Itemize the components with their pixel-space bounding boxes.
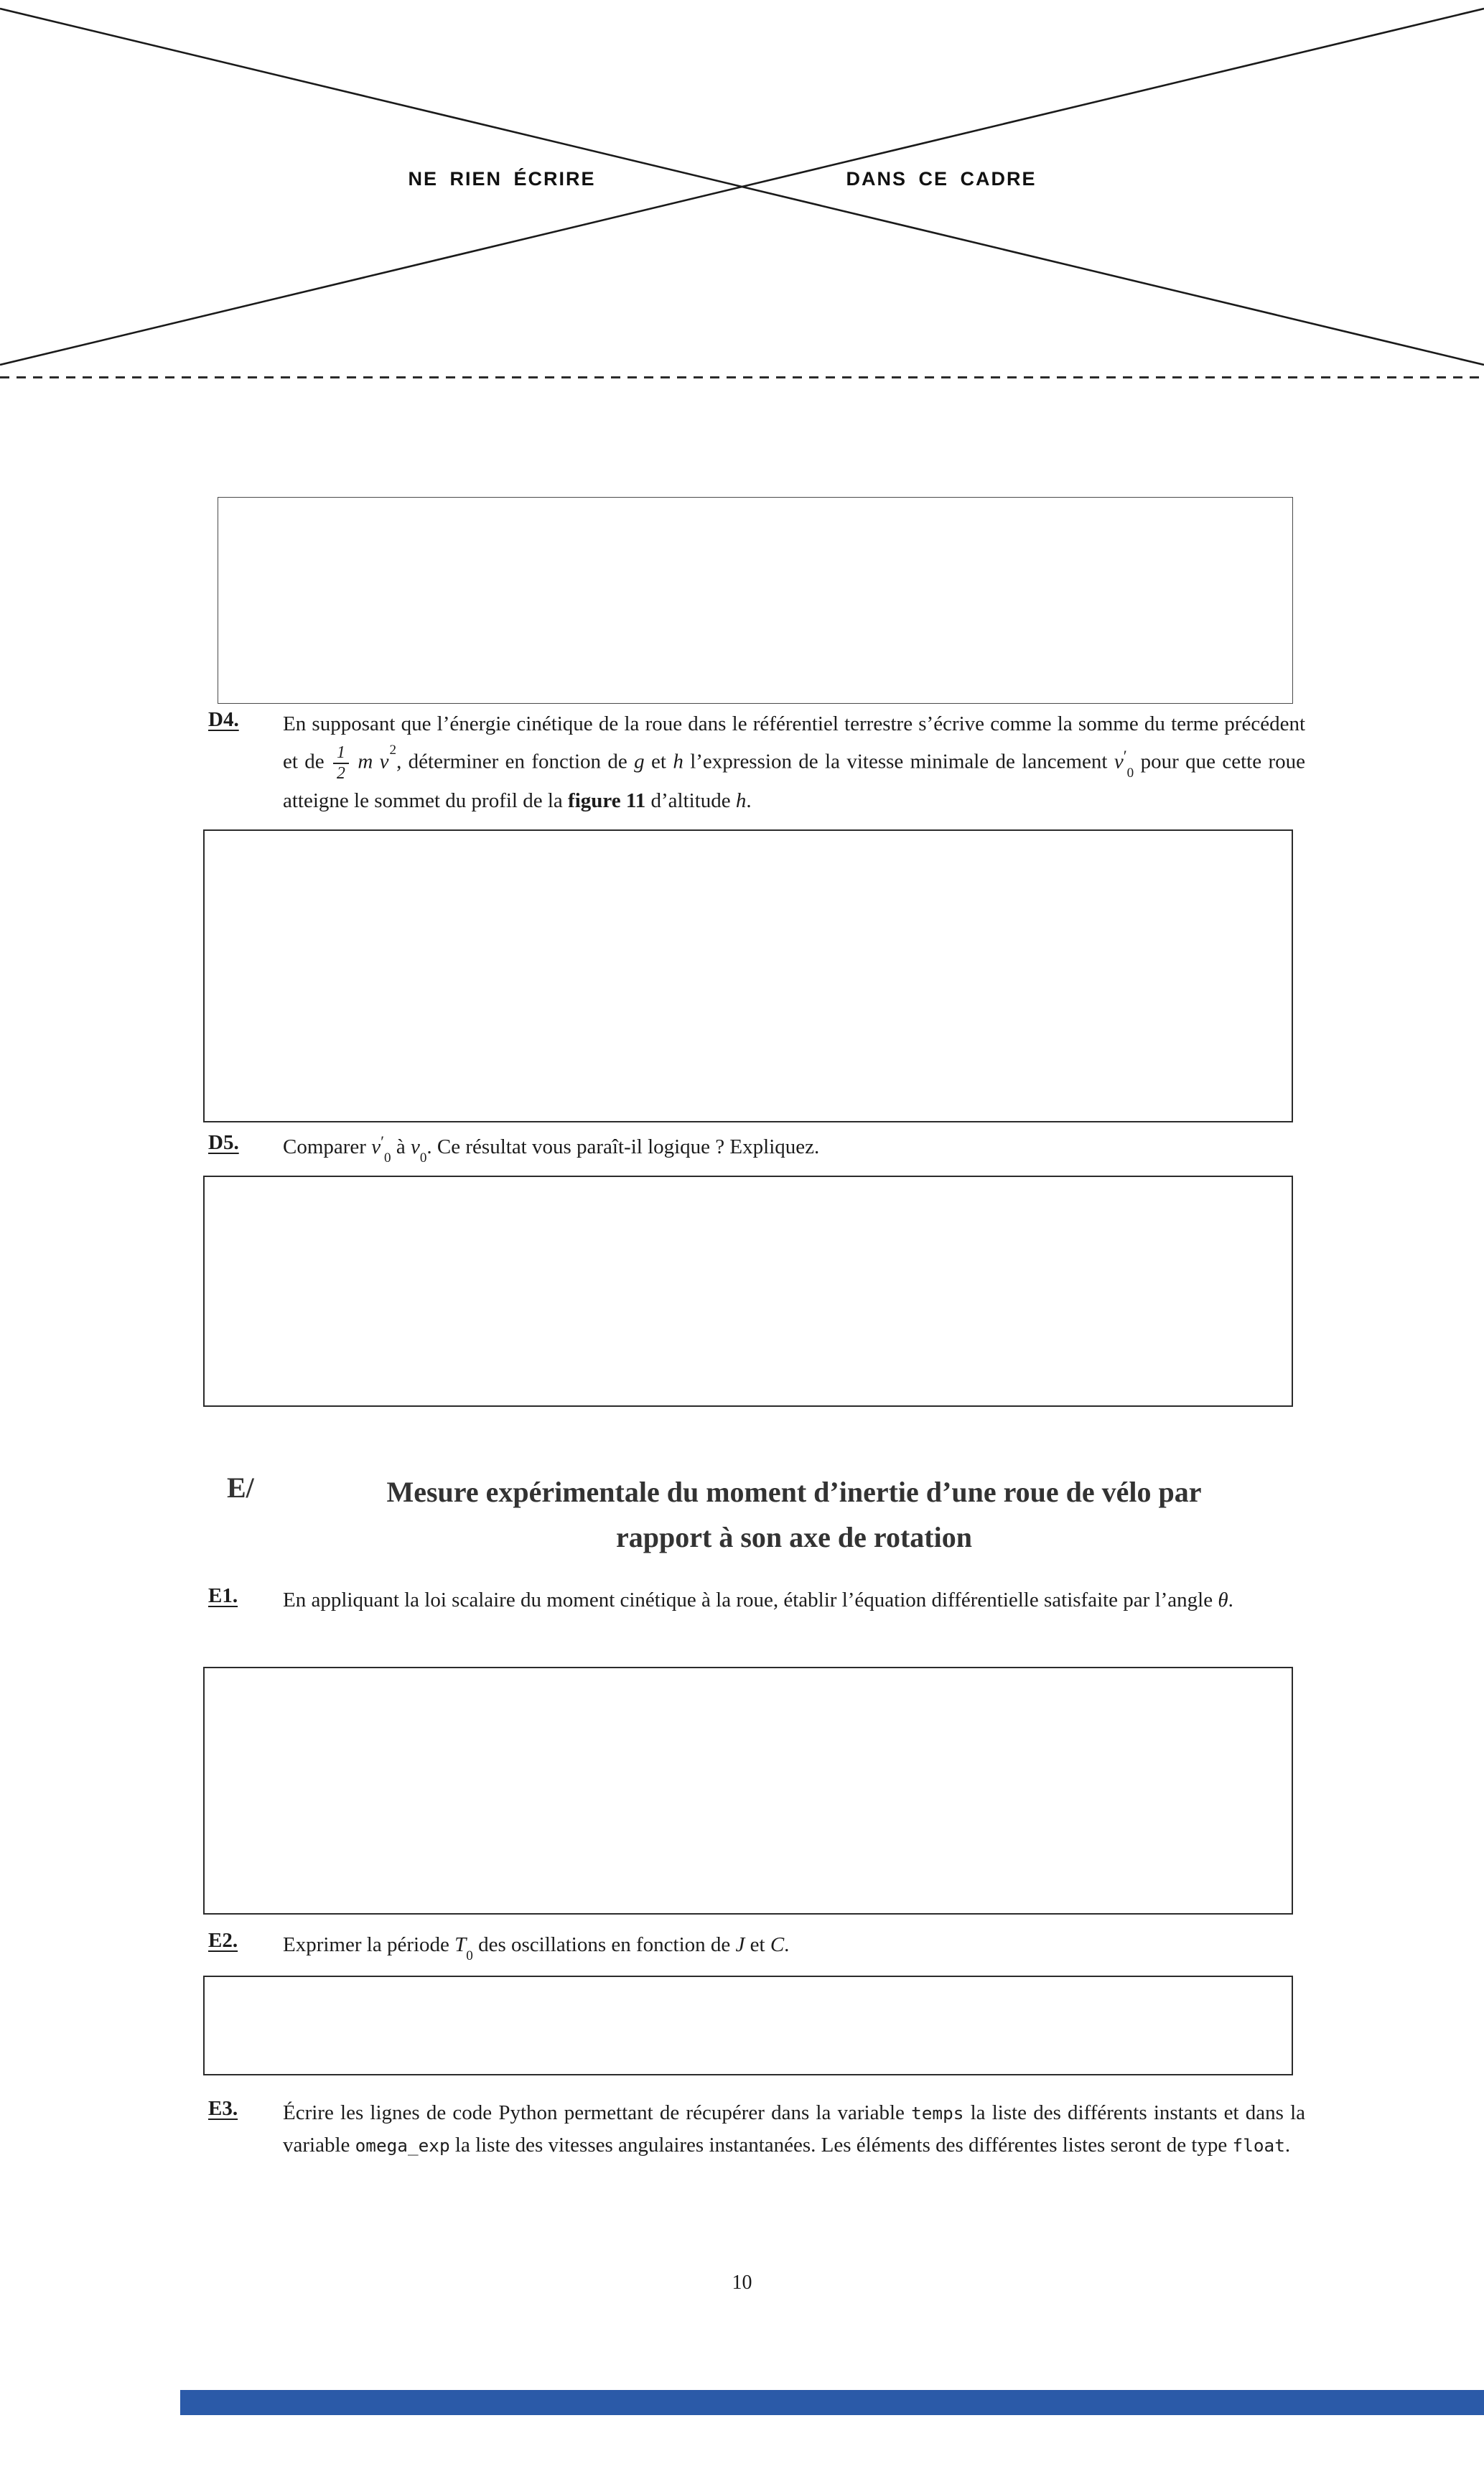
question-label-e2: E2. bbox=[208, 1929, 238, 1952]
text-segment bbox=[351, 750, 358, 773]
question-label-e1: E1. bbox=[208, 1584, 238, 1607]
prime-mark: ′ bbox=[1123, 747, 1127, 766]
question-label-d5: D5. bbox=[208, 1131, 239, 1154]
text-segment: pour que cette roue atteigne le sommet du profil de la bbox=[283, 750, 1305, 813]
text-segment: En supposant que l’énergie cinétique de la roue dans le référentiel terrestre s’écrive comme la somme du terme précédent et de bbox=[283, 712, 1305, 773]
section-e-title-line2: rapport à son axe de rotation bbox=[616, 1521, 972, 1553]
subscript: 0 bbox=[1126, 765, 1134, 781]
text-segment: figure 11 bbox=[568, 789, 646, 813]
question-text-e3 bbox=[283, 2097, 1305, 2162]
dashed-separator bbox=[0, 376, 1484, 378]
text-segment: temps bbox=[911, 2103, 964, 2124]
text-segment: J bbox=[735, 1933, 745, 1956]
text-segment: float bbox=[1232, 2135, 1285, 2156]
section-e-label: E/ bbox=[227, 1471, 254, 1504]
text-segment: omega_exp bbox=[355, 2135, 450, 2156]
text-segment: . bbox=[1284, 2134, 1291, 2157]
text-segment: θ bbox=[1218, 1589, 1228, 1612]
text-segment: à bbox=[391, 1135, 411, 1158]
section-e-title-line1: Mesure expérimentale du moment d’inertie d’une roue de vélo par bbox=[386, 1476, 1202, 1508]
text-segment: En appliquant la loi scalaire du moment cinétique à la roue, établir l’équation différentielle satisfaite par l’angle bbox=[283, 1589, 1218, 1612]
answer-box-e2[interactable] bbox=[203, 1976, 1293, 2075]
answer-box-d4[interactable] bbox=[203, 829, 1293, 1122]
text-segment: v bbox=[371, 1135, 381, 1158]
math-fraction bbox=[331, 743, 351, 784]
section-e-title bbox=[283, 1469, 1305, 1560]
text-segment: g bbox=[634, 750, 645, 773]
text-segment: la liste des différents instants et dans la variable bbox=[283, 2101, 1305, 2157]
question-text-e1 bbox=[283, 1584, 1305, 1617]
header-left-label: NE RIEN ÉCRIRE bbox=[408, 168, 596, 190]
text-segment: Comparer bbox=[283, 1135, 372, 1158]
answer-box-d5[interactable] bbox=[203, 1176, 1293, 1407]
superscript: 2 bbox=[389, 743, 397, 758]
question-text-e2 bbox=[283, 1929, 1305, 1968]
text-segment: h bbox=[735, 789, 747, 813]
prime-mark: ′ bbox=[381, 1132, 385, 1150]
answer-box-top[interactable] bbox=[218, 497, 1293, 704]
text-segment: d’altitude bbox=[645, 789, 736, 813]
answer-box-e1[interactable] bbox=[203, 1667, 1293, 1915]
fraction-numerator: 1 bbox=[337, 743, 345, 762]
subscript: 0 bbox=[384, 1150, 391, 1166]
text-segment: v bbox=[1114, 750, 1124, 773]
fraction-denominator: 2 bbox=[333, 763, 349, 783]
question-label-d4: D4. bbox=[208, 708, 239, 731]
text-segment: des oscillations en fonction de bbox=[472, 1933, 736, 1956]
subscript: 0 bbox=[466, 1948, 473, 1964]
text-segment: . bbox=[746, 789, 752, 813]
question-text-d5 bbox=[283, 1131, 1305, 1171]
question-text-d4 bbox=[283, 708, 1305, 817]
footer-blue-bar bbox=[180, 2390, 1484, 2415]
text-segment: l’expression de la vitesse minimale de lancement bbox=[683, 750, 1114, 773]
text-segment: v bbox=[410, 1135, 420, 1158]
text-segment: . Ce résultat vous paraît-il logique ? Expliquez. bbox=[426, 1135, 820, 1158]
text-segment: . bbox=[784, 1933, 790, 1956]
text-segment: et bbox=[745, 1933, 770, 1956]
text-segment: C bbox=[770, 1933, 785, 1956]
text-segment: m v bbox=[358, 750, 389, 773]
text-segment: h bbox=[673, 750, 683, 773]
text-segment: T bbox=[454, 1933, 467, 1956]
text-segment: . bbox=[1228, 1589, 1233, 1612]
text-segment: la liste des vitesses angulaires instantanées. Les éléments des différentes listes seront de type bbox=[449, 2134, 1233, 2157]
subscript: 0 bbox=[419, 1150, 427, 1166]
text-segment: Exprimer la période bbox=[283, 1933, 455, 1956]
text-segment: et bbox=[644, 750, 673, 773]
question-label-e3: E3. bbox=[208, 2097, 238, 2120]
cross-out-lines bbox=[0, 0, 1484, 381]
header-right-label: DANS CE CADRE bbox=[846, 168, 1037, 190]
text-segment: , déterminer en fonction de bbox=[396, 750, 635, 773]
page-number: 10 bbox=[732, 2271, 752, 2294]
text-segment: Écrire les lignes de code Python permettant de récupérer dans la variable bbox=[283, 2101, 912, 2124]
